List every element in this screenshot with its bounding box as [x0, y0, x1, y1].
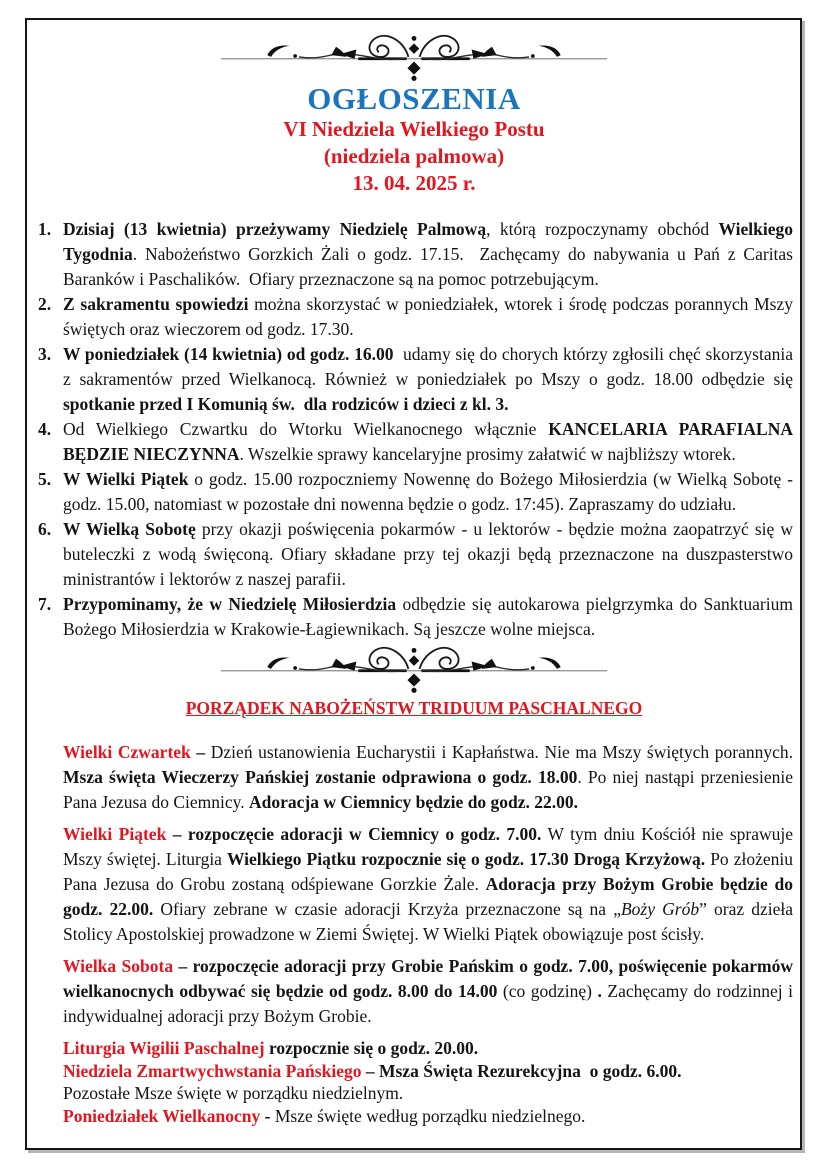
text-span: (co godzinę): [497, 981, 593, 1001]
text-span: można skorzystać w poniedziałek, wtorek i środę podczas porannych Mszy świętych oraz wieczorem od godz. 17.30.: [63, 294, 793, 339]
announcement-item: [38, 417, 793, 467]
item-number: 1.: [38, 219, 52, 239]
announcements-list: [38, 217, 794, 642]
text-span: Dzisiaj (13 kwietnia) przeżywamy Niedzielę Palmową: [63, 219, 487, 239]
page-content: [27, 20, 800, 1127]
announcement-item: [38, 342, 793, 417]
header-block: [63, 30, 793, 197]
triduum-section-title: PORZĄDEK NABOŻEŃSTW TRIDUUM PASCHALNEGO: [185, 698, 643, 718]
text-span: ” oraz dzieła Stolicy Apostolskiej prowadzone w Ziemi Świętej. W Wielki Piątek obowiązuje post ścisły.: [63, 899, 794, 944]
text-span: Zachęcamy do rodzinnej i indywidualnej adoracji przy Bożym Grobie.: [63, 981, 794, 1026]
text-span: spotkanie przed I Komunią św. dla rodziców i dzieci z kl. 3.: [63, 394, 509, 414]
item-number: 6.: [38, 519, 52, 539]
text-span: . Po niej nastąpi przeniesienie Pana Jezusa do Ciemnicy.: [63, 767, 793, 812]
text-span: Ofiary zebrane w czasie adoracji Krzyża przeznaczone są na „: [153, 899, 621, 919]
text-span: W Wielką Sobotę: [63, 519, 196, 539]
text-span: Boży Grób: [620, 899, 700, 919]
text-span: Adoracja przy Bożym Grobie będzie do godz. 22.00.: [63, 874, 793, 919]
text-span: Msza święta Wieczerzy Pańskiej zostanie odprawiona o godz. 18.00: [63, 767, 578, 787]
text-span: Msze święte według porządku niedzielnego.: [274, 1105, 586, 1126]
text-span: . Wszelkie sprawy kancelaryjne prosimy załatwić w najbliższy wtorek.: [239, 444, 736, 464]
text-span: , którą rozpoczynamy obchód: [486, 219, 719, 239]
text-span: rozpocznie się o godz. 20.00.: [264, 1038, 479, 1058]
announcement-item: [38, 292, 793, 342]
announcement-item: [38, 217, 794, 292]
day-heading: Wielka Sobota: [63, 956, 174, 976]
subtitle-sunday-name: VI Niedziela Wielkiego Postu: [283, 117, 545, 141]
text-span: – rozpoczęcie adoracji przy Grobie Pańskim o godz. 7.00, poświęcenie pokarmów wielkanocnych odbywać się będzie od godz. 8.00 do 14.00: [63, 956, 793, 1001]
ornament-divider-top: [49, 30, 779, 82]
text-span: -: [260, 1105, 275, 1126]
day-heading: Wielki Czwartek: [63, 742, 191, 762]
text-span: KANCELARIA PARAFIALNA BĘDZIE NIECZYNNA: [63, 419, 793, 464]
flourish-icon: [210, 642, 618, 694]
text-span: Od Wielkiego Czwartku do Wtorku Wielkanocnego włącznie: [63, 419, 549, 439]
item-number: 4.: [38, 419, 52, 439]
page-title: OGŁOSZENIA: [307, 81, 521, 116]
text-span: Dzień ustanowienia Eucharystii i Kapłaństwa. Nie ma Mszy świętych porannych.: [210, 742, 793, 762]
triduum-paragraph: [63, 954, 793, 1029]
day-heading: Niedziela Zmartwychwstania Pańskiego: [63, 1060, 362, 1081]
text-span: odbędzie się autokarowa pielgrzymka do Sanktuarium Bożego Miłosierdzia w Krakowie-Łagiewnikach. Są jeszcze wolne miejsca.: [63, 594, 793, 639]
day-heading: Liturgia Wigilii Paschalnej: [63, 1038, 265, 1058]
schedule-line: [63, 1105, 793, 1128]
item-number: 3.: [38, 344, 52, 364]
day-heading: Poniedziałek Wielkanocny: [63, 1105, 261, 1126]
announcement-item: [38, 517, 793, 592]
text-span: – Msza Święta Rezurekcyjna o godz. 6.00.: [361, 1060, 682, 1081]
text-span: Po złożeniu Pana Jezusa do Grobu zostaną odśpiewane Gorzkie Żale.: [63, 849, 793, 894]
schedule-lines: [63, 1037, 793, 1127]
text-span: o godz. 15.00 rozpoczniemy Nowennę do Bożego Miłosierdzia (w Wielką Sobotę - godz. 15.00, natomiast w pozostałe dni nowenna będzie o godz. 17:45). Zapraszamy do udziału.: [63, 469, 793, 514]
schedule-line: [63, 1082, 793, 1105]
triduum-paragraphs: [63, 740, 793, 1029]
schedule-line: [63, 1037, 793, 1060]
text-span: W Wielki Piątek: [63, 469, 189, 489]
text-span: .: [592, 981, 602, 1001]
text-span: udamy się do chorych którzy zgłosili chęć skorzystania z sakramentów przed Wielkanocą. Również w poniedziałek po Mszy o godz. 18.00 odbędzie się: [63, 344, 793, 389]
item-number: 7.: [38, 594, 52, 614]
item-number: 5.: [38, 469, 52, 489]
text-span: Z sakramentu spowiedzi: [63, 294, 249, 314]
subtitle-palm-sunday: (niedziela palmowa): [323, 144, 505, 168]
text-span: – rozpoczęcie adoracji w Ciemnicy o godz. 7.00.: [166, 824, 542, 844]
text-span: Wielkiego Piątku rozpocznie się o godz. 17.30 Drogą Krzyżową.: [226, 849, 706, 869]
announcement-item: [38, 467, 793, 517]
text-span: przy okazji poświęcenia pokarmów - u lektorów - będzie można zaopatrzyć się w buteleczki z wodą święconą. Ofiary składane przy tej okazji będą przeznaczone na duszpasterstwo ministrantów i lektorów z naszej parafii.: [63, 519, 793, 589]
text-span: Przypominamy, że w Niedzielę Miłosierdzia: [63, 594, 397, 614]
page-border-frame: [25, 18, 802, 1150]
item-number: 2.: [38, 294, 52, 314]
text-span: Adoracja w Ciemnicy będzie do godz. 22.00.: [248, 792, 579, 812]
day-heading: Wielki Piątek: [63, 824, 167, 844]
triduum-paragraph: [63, 822, 793, 947]
text-span: –: [190, 742, 211, 762]
ornament-divider-middle: [49, 642, 779, 694]
text-span: W poniedziałek (14 kwietnia) od godz. 16.00: [63, 344, 394, 364]
announcement-item: [38, 592, 793, 642]
text-span: Wielkiego Tygodnia: [63, 219, 794, 264]
text-span: Pozostałe Msze święte w porządku niedzielnym.: [63, 1083, 404, 1103]
schedule-line: [63, 1060, 793, 1083]
text-span: W tym dniu Kościół nie sprawuje Mszy świętej. Liturgia: [63, 824, 794, 869]
text-span: . Nabożeństwo Gorzkich Żali o godz. 17.15. Zachęcamy do nabywania u Pań z Caritas Baranków i Paschalików. Ofiary przeznaczone są na pomoc potrzebującym.: [63, 244, 793, 289]
flourish-icon: [210, 30, 618, 82]
triduum-paragraph: [63, 740, 793, 815]
date-line: 13. 04. 2025 r.: [352, 171, 476, 195]
